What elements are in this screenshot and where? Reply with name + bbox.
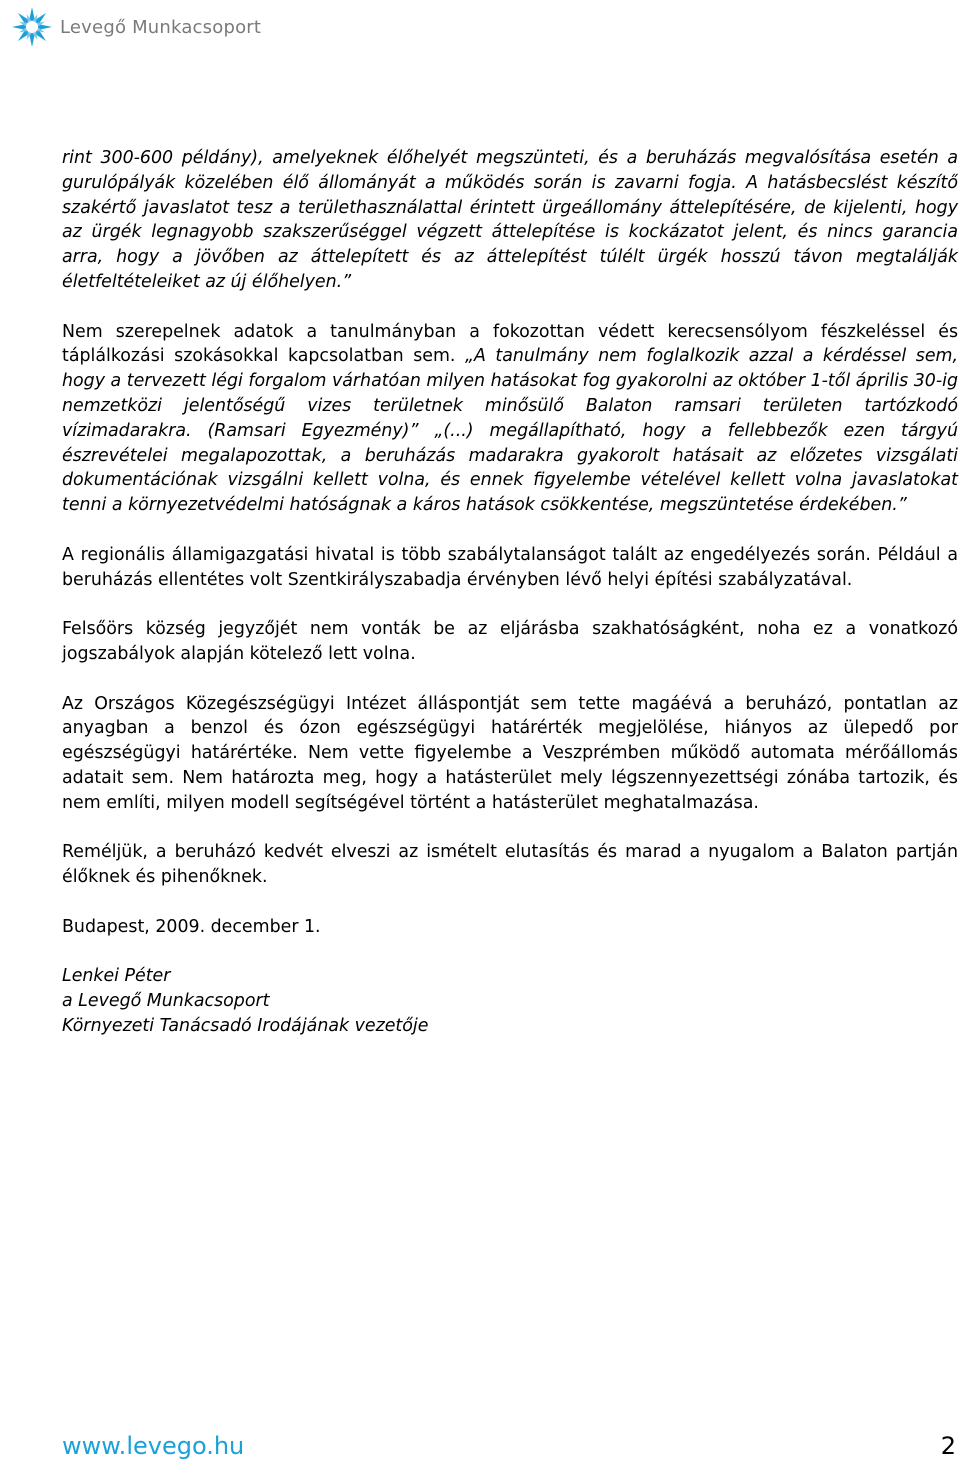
header-logo	[10, 5, 261, 49]
logo-text: Levegő Munkacsoport	[60, 16, 262, 38]
signature-title: Környezeti Tanácsadó Irodájának vezetője	[62, 1015, 429, 1036]
paragraph-2	[62, 320, 958, 518]
paragraph-2-text: Nem szerepelnek adatok a tanulmányban a fokozottan védett kerecsensólyom fészkeléssel és táplálkozási szokásokkal kapcsolatban sem.	[62, 321, 958, 367]
paragraph-4: Felsőörs község jegyzőjét nem vonták be az eljárásba szakhatóságként, noha ez a vonatkozó jogszabályok alapján kötelező lett volna.	[62, 619, 958, 664]
signature-org: a Levegő Munkacsoport	[62, 991, 270, 1012]
paragraph-2-quote: „A tanulmány nem foglalkozik azzal a kérdéssel sem, hogy a tervezett légi forgalom várhatóan milyen hatásokat fog gyakorolni az október 1-től április 30-ig nemzetközi jelentőségű vizes területnek minősülő Balaton ramsari területen tartózkodó vízimadarakra. (Ramsari Egyezmény)” „(...) megállapítható, hogy a fellebbezők ezen tárgyú észrevételei megalapozottak, a beruházás madarakra gyakorolt hatásait az előzetes vizsgálati dokumentációnak vizsgálni kellett volna, és ennek figyelembe vételével kellett volna javaslatokat tenni a környezetvédelmi hatóságnak a káros hatások csökkentése, megszüntetése érdekében.”	[62, 346, 958, 516]
starburst-logo-icon	[10, 5, 54, 49]
paragraph-3: A regionális államigazgatási hivatal is több szabálytalanságot talált az engedélyezés során. Például a beruházás ellentétes volt Szentkirályszabadja érvényben lévő helyi építési szabályzatával.	[62, 544, 958, 590]
date-line: Budapest, 2009. december 1.	[62, 916, 321, 937]
footer-website-link[interactable]: www.levego.hu	[62, 1432, 245, 1460]
paragraph-1: rint 300-600 példány), amelyeknek élőhelyét megszünteti, és a beruházás megvalósítása esetén a gurulópályák közelében élő állományát a működés során is zavarni fogja. A hatásbecslést készítő szakértő javaslatot tesz a területhasználattal érintett ürgeállomány áttelepítésére, de kijelenti, hogy az ürgék legnagyobb szakszerűséggel végzett áttelepítése is kockázatot jelent, és nincs garancia arra, hogy a jövőben az áttelepített és az áttelepítést túlélt ürgék hosszú távon megtalálják életfeltételeiket az új élőhelyen.”	[62, 148, 958, 292]
page-number: 2	[940, 1432, 956, 1460]
signature-name: Lenkei Péter	[62, 966, 171, 987]
paragraph-5: Az Országos Közegészségügyi Intézet álláspontját sem tette magáévá a beruházó, pontatlan az anyagban a benzol és ózon egészségügyi határérték megjelölése, hiányos az ülepedő por egészségügyi határértéke. Nem vette figyelembe a Veszprémben működő automata mérőállomás adatait sem. Nem határozta meg, hogy a hatásterület mely légszennyezettségi zónába tartozik, és nem említi, milyen modell segítségével történt a hatásterület meghatalmazása.	[62, 693, 958, 813]
paragraph-6: Reméljük, a beruházó kedvét elveszi az ismételt elutasítás és marad a nyugalom a Balaton partján élőknek és pihenőknek.	[62, 842, 958, 888]
document-body	[62, 146, 958, 1039]
